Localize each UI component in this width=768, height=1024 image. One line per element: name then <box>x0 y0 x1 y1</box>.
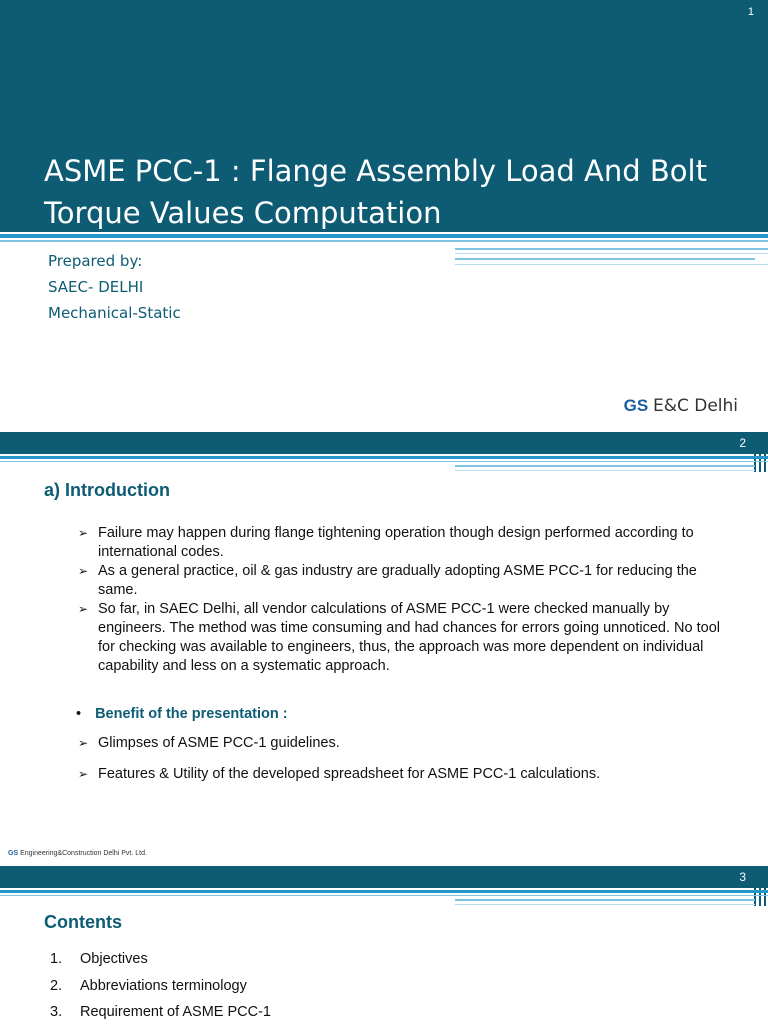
decor-stripe <box>0 240 768 242</box>
bullet-text: Failure may happen during flange tightening operation though design performed according to international codes. <box>98 525 694 560</box>
decor-stripe <box>0 234 768 238</box>
bullet-text: Glimpses of ASME PCC-1 guidelines. <box>98 735 340 751</box>
section-heading: a) Introduction <box>44 480 170 500</box>
decor-stripe <box>0 456 768 459</box>
slide-number: 1 <box>747 6 754 18</box>
arrow-bullet-icon: ➢ <box>78 602 89 616</box>
item-text: Requirement of ASME PCC-1 <box>80 1004 271 1020</box>
prepared-by-dept: Mechanical-Static <box>48 304 181 322</box>
bullet-text: Features & Utility of the developed spreadsheet for ASME PCC-1 calculations. <box>98 766 601 782</box>
slide-number: 2 <box>739 436 746 450</box>
prepared-by-label: Prepared by: <box>48 252 143 270</box>
list-item <box>78 600 728 676</box>
item-text: Objectives <box>80 951 148 967</box>
decor-stripe <box>455 465 755 467</box>
company-logo <box>624 396 738 416</box>
decor-stripe <box>0 461 768 462</box>
decor-stripe <box>455 253 768 254</box>
header-decor <box>754 866 766 906</box>
bullet-text: So far, in SAEC Delhi, all vendor calculations of ASME PCC-1 were checked manually by engineers. The method was time consuming and had chances for errors going unnoticed. No tool for checking was available to engineers, thus, the approach was more dependent on individual capability and less on a systematic approach. <box>98 601 720 674</box>
slide-header-bar <box>0 866 768 888</box>
decor-stripe <box>0 890 768 893</box>
decor-stripe <box>455 899 755 901</box>
list-item <box>78 524 728 562</box>
title-line-1: ASME PCC-1 : Flange Assembly Load And Bolt <box>44 154 707 188</box>
decor-stripe <box>455 470 755 471</box>
introduction-slide <box>0 432 768 864</box>
intro-bullets <box>78 524 728 676</box>
item-number: 1. <box>50 951 63 967</box>
logo-text: E&C Delhi <box>652 396 738 416</box>
footer-gs: GS <box>8 850 19 857</box>
list-item <box>78 765 728 784</box>
arrow-bullet-icon: ➢ <box>78 564 89 578</box>
benefit-bullets <box>78 734 728 796</box>
header-decor <box>754 432 766 472</box>
arrow-bullet-icon: ➢ <box>78 526 89 540</box>
arrow-bullet-icon: ➢ <box>78 767 89 781</box>
item-text: Abbreviations terminology <box>80 977 247 994</box>
company-footer <box>8 850 147 857</box>
dot-bullet-icon: • <box>76 706 82 722</box>
list-item <box>78 734 728 753</box>
item-number: 2. <box>50 977 63 994</box>
list-item <box>50 973 271 1000</box>
item-number: 3. <box>50 1004 63 1020</box>
decor-stripe <box>455 904 755 905</box>
contents-slide <box>0 866 768 1024</box>
prepared-by-block <box>48 248 181 326</box>
benefit-label: Benefit of the presentation : <box>95 706 288 722</box>
slide-header-bar <box>0 432 768 454</box>
decor-stripe <box>455 248 768 250</box>
decor-stripe <box>455 258 755 260</box>
prepared-by-org: SAEC- DELHI <box>48 278 144 296</box>
logo-gs: GS <box>623 396 649 415</box>
decor-stripe <box>0 895 768 896</box>
list-item <box>78 562 728 600</box>
slide-number: 3 <box>739 870 746 884</box>
decor-stripe <box>455 264 768 265</box>
section-heading: Contents <box>44 912 122 932</box>
title-slide <box>0 0 768 432</box>
benefit-heading <box>76 706 288 722</box>
title-line-2: Torque Values Computation <box>44 196 442 230</box>
footer-text: Engineering&Construction Delhi Pvt. Ltd. <box>20 850 147 857</box>
contents-list <box>50 946 271 1024</box>
list-item <box>50 999 271 1024</box>
presentation-title <box>44 150 744 234</box>
arrow-bullet-icon: ➢ <box>78 736 89 750</box>
list-item <box>50 946 271 973</box>
bullet-text: As a general practice, oil & gas industry are gradually adopting ASME PCC-1 for reducing the same. <box>98 563 697 598</box>
